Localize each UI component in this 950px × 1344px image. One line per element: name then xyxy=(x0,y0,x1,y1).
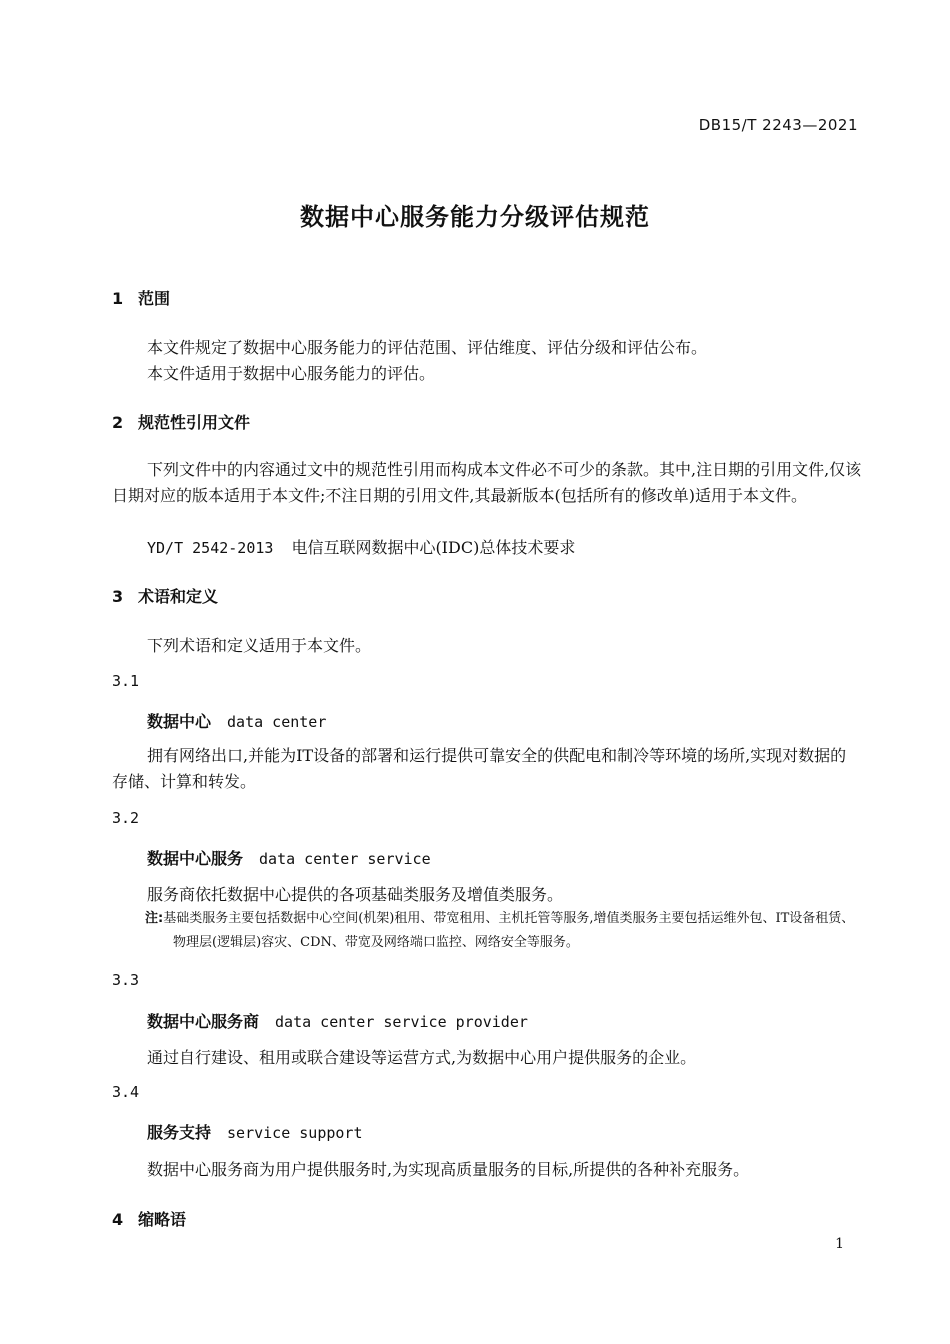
section-number: 2 xyxy=(112,413,124,432)
section-number: 4 xyxy=(112,1210,124,1229)
term-note xyxy=(145,907,865,955)
term-chinese: 数据中心服务商 xyxy=(147,1012,260,1031)
term-chinese: 服务支持 xyxy=(147,1123,212,1142)
term-chinese: 数据中心 xyxy=(147,712,212,731)
section-1-paragraph-1: 本文件规定了数据中心服务能力的评估范围、评估维度、评估分级和评估公布。 xyxy=(147,338,708,357)
section-title: 缩略语 xyxy=(138,1210,187,1229)
note-label: 注: xyxy=(145,911,164,926)
document-title: 数据中心服务能力分级评估规范 xyxy=(300,203,650,231)
term-definition: 数据中心服务商为用户提供服务时,为实现高质量服务的目标,所提供的各种补充服务。 xyxy=(147,1160,750,1179)
reference-code: YD/T 2542-2013 xyxy=(147,539,274,557)
section-3-intro: 下列术语和定义适用于本文件。 xyxy=(147,636,372,655)
clause-number: 3.2 xyxy=(112,809,140,827)
page-number: 1 xyxy=(835,1236,844,1252)
term-heading xyxy=(147,846,431,869)
section-title: 范围 xyxy=(138,289,171,308)
section-4-heading xyxy=(112,1207,186,1230)
section-2-paragraph: 下列文件中的内容通过文中的规范性引用而构成本文件必不可少的条款。其中,注日期的引用文件,仅该日期对应的版本适用于本文件;不注日期的引用文件,其最新版本(包括所有的修改单)适用于本文件。 xyxy=(112,460,862,505)
term-english: data center xyxy=(227,713,327,731)
reference-title: 电信互联网数据中心(IDC)总体技术要求 xyxy=(291,538,576,557)
note-text: 基础类服务主要包括数据中心空间(机架)租用、带宽租用、主机托管等服务,增值类服务主要包括运维外包、IT设备租赁、物理层(逻辑层)容灾、CDN、带宽及网络端口监控、网络安全等服务。 xyxy=(163,911,855,950)
clause-number: 3.4 xyxy=(112,1083,140,1101)
term-definition: 服务商依托数据中心提供的各项基础类服务及增值类服务。 xyxy=(147,885,564,904)
section-3-heading xyxy=(112,584,218,607)
term-english: service support xyxy=(227,1124,363,1142)
term-definition: 通过自行建设、租用或联合建设等运营方式,为数据中心用户提供服务的企业。 xyxy=(147,1048,697,1067)
standard-code: DB15/T 2243—2021 xyxy=(698,116,858,134)
section-2-heading xyxy=(112,410,250,433)
section-title: 术语和定义 xyxy=(138,587,219,606)
clause-number: 3.3 xyxy=(112,971,140,989)
normative-reference xyxy=(147,535,575,558)
term-heading xyxy=(147,1009,528,1032)
term-heading xyxy=(147,709,326,732)
section-number: 1 xyxy=(112,289,124,308)
section-title: 规范性引用文件 xyxy=(138,413,251,432)
term-english: data center service xyxy=(259,850,431,868)
term-heading xyxy=(147,1120,362,1143)
section-1-paragraph-2: 本文件适用于数据中心服务能力的评估。 xyxy=(147,364,436,383)
section-1-heading xyxy=(112,286,170,309)
term-chinese: 数据中心服务 xyxy=(147,849,244,868)
section-number: 3 xyxy=(112,587,124,606)
term-definition: 拥有网络出口,并能为IT设备的部署和运行提供可靠安全的供配电和制冷等环境的场所,实现对数据的存储、计算和转发。 xyxy=(112,746,847,791)
clause-number: 3.1 xyxy=(112,672,140,690)
term-english: data center service provider xyxy=(275,1013,528,1031)
